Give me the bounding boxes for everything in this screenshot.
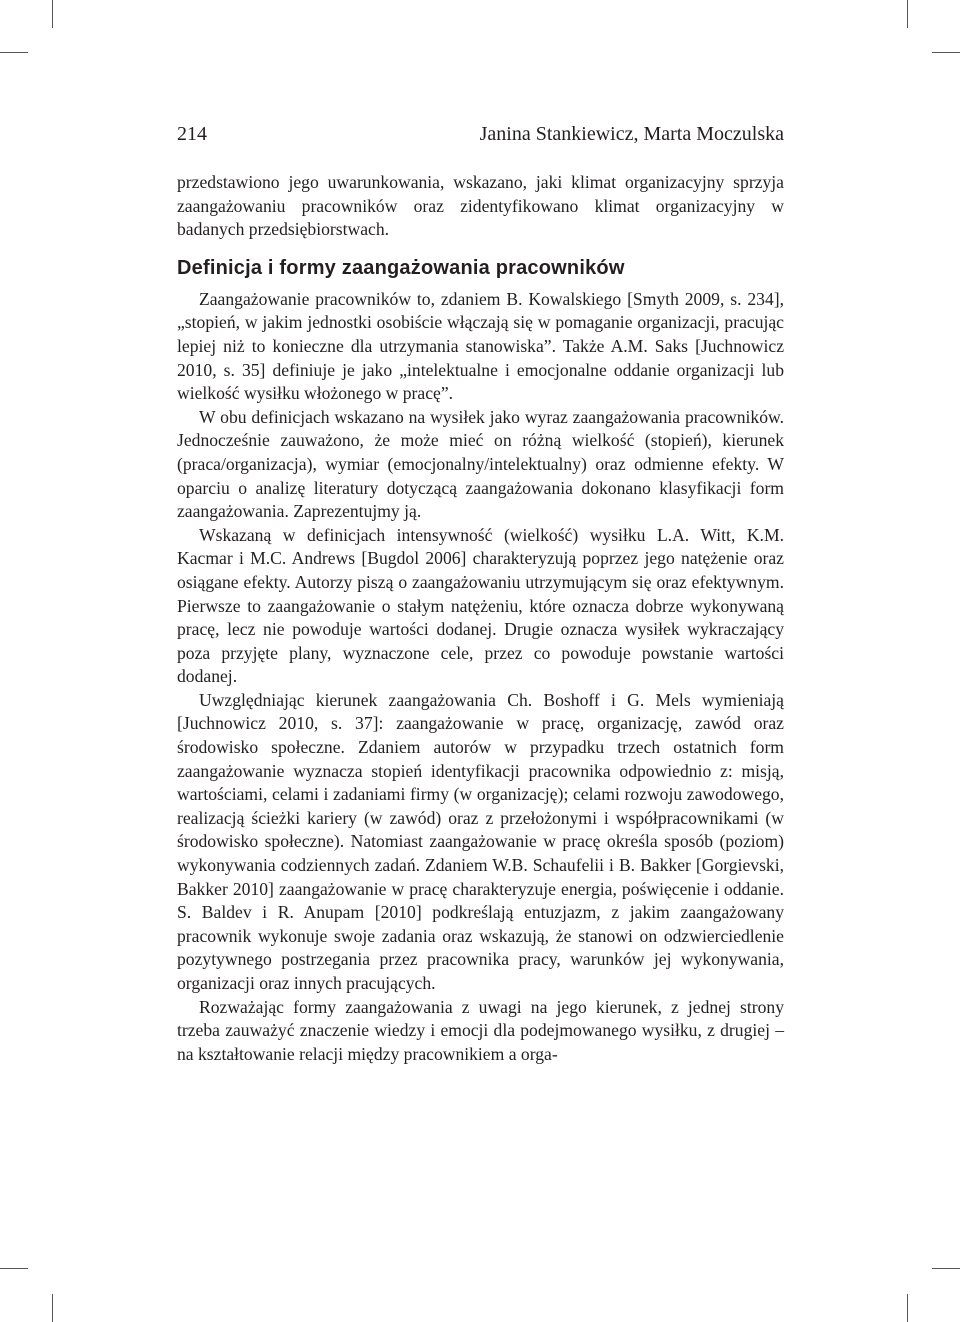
body-paragraph: Wskazaną w definicjach intensywność (wielkość) wysiłku L.A. Witt, K.M. Kacmar i M.C. Andrews [Bugdol 2006] charakteryzują poprzez jego natężenie oraz osiągane efekty. Autorzy piszą o zaangażowaniu utrzymującym się oraz efektywnym. Pierwsze to zaangażowanie o stałym natężeniu, które oznacza dobrze wykonywaną pracę, lecz nie powoduje wartości dodanej. Drugie oznacza wysiłek wykraczający poza przyjęte plany, wyznaczone cele, przez co powoduje powstanie wartości dodanej. xyxy=(177,524,784,687)
crop-mark-left-bottom xyxy=(0,1268,28,1269)
body-paragraph: Zaangażowanie pracowników to, zdaniem B. Kowalskiego [Smyth 2009, s. 234], „stopień, w jakim jednostki osobiście włączają się w pomaganie organizacji, pracując lepiej niż to konieczne dla utrzymania stanowiska”. Także A.M. Saks [Juchnowicz 2010, s. 35] definiuje je jako „intelektualne i emocjonalne oddanie organizacji lub wielkość wysiłku włożonego w pracę”. xyxy=(177,288,784,404)
crop-mark-left-top xyxy=(0,52,28,53)
page-number: 214 xyxy=(177,123,207,145)
page-body xyxy=(177,171,784,1066)
body-paragraph: Uwzględniając kierunek zaangażowania Ch. Boshoff i G. Mels wymieniają [Juchnowicz 2010, s. 37]: zaangażowanie w pracę, organizację, zawód oraz środowisko społeczne. Zdaniem autorów w przypadku trzech ostatnich form zaangażowanie wyznacza stopień identyfikacji pracownika odpowiednio z: misją, wartościami, celami i zadaniami firmy (w organizację); celami rozwoju zawodowego, realizacją ścieżki kariery (w zawód) oraz z przełożonymi i współpracownikami (w środowisko społeczne). Natomiast zaangażowanie w pracę określa sposób (poziom) wykonywania codziennych zadań. Zdaniem W.B. Schaufelii i B. Bakker [Gorgievski, Bakker 2010] zaangażowanie w pracę charakteryzuje energia, poświęcenie i oddanie. S. Baldev i R. Anupam [2010] podkreślają entuzjazm, z jakim zaangażowany pracownik wykonuje swoje zadania oraz wskazują, że stanowi on odzwierciedlenie pozytywnego postrzegania przez pracownika pracy, warunków jej wykonywania, organizacji oraz innych pracujących. xyxy=(177,689,784,993)
running-header xyxy=(177,120,784,148)
crop-mark-right-top xyxy=(932,52,960,53)
body-paragraph: W obu definicjach wskazano na wysiłek jako wyraz zaangażowania pracowników. Jednocześnie zauważono, że może mieć on różną wielkość (stopień), kierunek (praca/organizacja), wymiar (emocjonalny/intelektualny) oraz odmienne efekty. W oparciu o analizę literatury dotyczącą zaangażowania dokonano klasyfikacji form zaangażowania. Zaprezentujmy ją. xyxy=(177,406,784,522)
section-heading: Definicja i formy zaangażowania pracowników xyxy=(177,256,625,279)
running-header-authors: Janina Stankiewicz, Marta Moczulska xyxy=(479,123,784,145)
intro-paragraph: przedstawiono jego uwarunkowania, wskazano, jaki klimat organizacyjny sprzyja zaangażowaniu pracowników oraz zidentyfikowano klimat organizacyjny w badanych przedsiębiorstwach. xyxy=(177,172,784,240)
crop-mark-right-bottom xyxy=(932,1268,960,1269)
crop-mark-top-right xyxy=(907,0,908,28)
crop-mark-top-left xyxy=(52,0,53,28)
crop-mark-bottom-left xyxy=(52,1294,53,1322)
body-paragraph: Rozważając formy zaangażowania z uwagi na jego kierunek, z jednej strony trzeba zauważyć znaczenie wiedzy i emocji dla podejmowanego wysiłku, z drugiej – na kształtowanie relacji między pracownikiem a orga- xyxy=(177,996,784,1064)
crop-mark-bottom-right xyxy=(907,1294,908,1322)
